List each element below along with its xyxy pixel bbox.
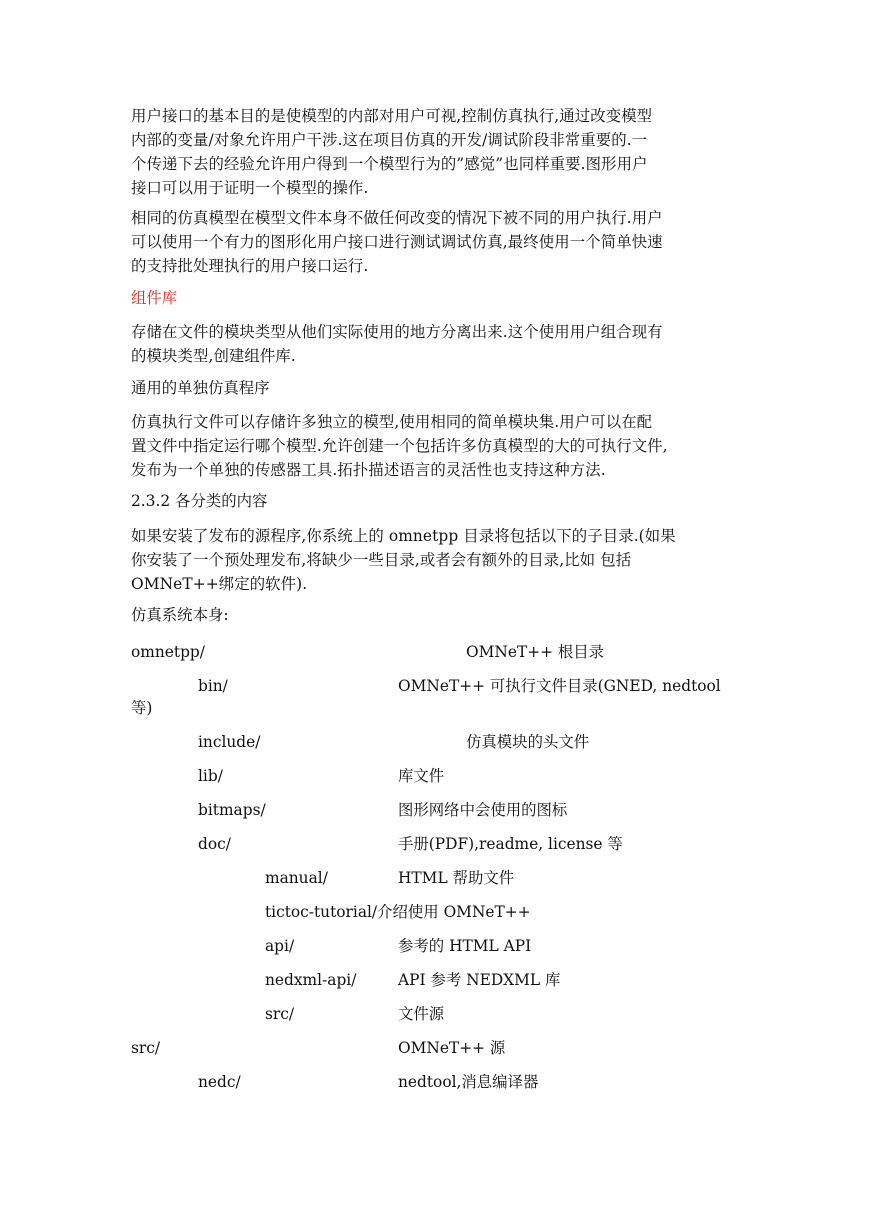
directory-name: include/ [198, 733, 261, 751]
text-line: 的模块类型,创建组件库. [131, 347, 296, 365]
text-line: 置文件中指定运行哪个模型.允许创建一个包括许多仿真模型的大的可执行文件, [131, 437, 668, 455]
directory-description: HTML 帮助文件 [398, 869, 515, 887]
directory-description: 介绍使用 OMNeT++ [377, 903, 531, 921]
paragraph-standalone-simulation [131, 410, 743, 482]
directory-name: lib/ [198, 767, 223, 785]
directory-description: nedtool,消息编译器 [398, 1073, 539, 1091]
directory-name: nedc/ [198, 1073, 241, 1091]
heading-component-library: 组件库 [131, 289, 178, 307]
directory-row [0, 832, 869, 856]
directory-name: manual/ [265, 869, 328, 887]
text-line: 内部的变量/对象允许用户干涉.这在项目仿真的开发/调试阶段非常重要的.一 [131, 131, 648, 149]
directory-name: src/ [131, 1039, 161, 1057]
directory-description: 图形网络中会使用的图标 [398, 801, 568, 819]
directory-name: omnetpp/ [131, 643, 205, 661]
directory-description-wrap: 等) [131, 699, 153, 717]
directory-description: API 参考 NEDXML 库 [398, 971, 561, 989]
directory-row [0, 640, 869, 664]
text-line: 你安装了一个预处理发布,将缺少一些目录,或者会有额外的目录,比如 包括 [131, 551, 632, 569]
directory-description: OMNeT++ 根目录 [466, 643, 605, 661]
directory-row [0, 1002, 869, 1026]
paragraph-component-library [131, 320, 743, 368]
directory-row [0, 1070, 869, 1094]
directory-row [0, 866, 869, 890]
paragraph-user-interface-purpose [131, 104, 743, 200]
directory-row [0, 764, 869, 788]
directory-description: 库文件 [398, 767, 445, 785]
text-line: 发布为一个单独的传感器工具.拓扑描述语言的灵活性也支持这种方法. [131, 461, 606, 479]
text-line: 相同的仿真模型在模型文件本身不做任何改变的情况下被不同的用户执行.用户 [131, 209, 663, 227]
text-line: OMNeT++绑定的软件). [131, 575, 308, 593]
directory-description: OMNeT++ 可执行文件目录(GNED, nedtool [398, 677, 721, 695]
directory-name: src/ [265, 1005, 295, 1023]
directory-row [0, 798, 869, 822]
text-line: 的支持批处理执行的用户接口运行. [131, 257, 369, 275]
text-line: 仿真执行文件可以存储许多独立的模型,使用相同的简单模块集.用户可以在配 [131, 413, 653, 431]
directory-description: 文件源 [398, 1005, 445, 1023]
text-line: 接口可以用于证明一个模型的操作. [131, 179, 369, 197]
directory-row [0, 900, 869, 924]
text-line: 用户接口的基本目的是使模型的内部对用户可视,控制仿真执行,通过改变模型 [131, 107, 653, 125]
directory-row [0, 674, 869, 698]
heading-section-2-3-2: 2.3.2 各分类的内容 [131, 492, 268, 510]
directory-name: doc/ [198, 835, 231, 853]
directory-name: bitmaps/ [198, 801, 266, 819]
directory-name: tictoc-tutorial/ [265, 903, 378, 921]
directory-row [0, 1036, 869, 1060]
text-line: 个传递下去的经验允许用户得到一个模型行为的”感觉”也同样重要.图形用户 [131, 155, 648, 173]
text-line: 如果安装了发布的源程序,你系统上的 omnetpp 目录将包括以下的子目录.(如果 [131, 527, 676, 545]
text-line: 可以使用一个有力的图形化用户接口进行测试调试仿真,最终使用一个简单快速 [131, 233, 663, 251]
text-line: 存储在文件的模块类型从他们实际使用的地方分离出来.这个使用用户组合现有 [131, 323, 663, 341]
directory-name: api/ [265, 937, 295, 955]
directory-name: nedxml-api/ [265, 971, 357, 989]
directory-description: 手册(PDF),readme, license 等 [398, 835, 623, 853]
directory-row [0, 968, 869, 992]
directory-description: 仿真模块的头文件 [466, 733, 590, 751]
directory-name: bin/ [198, 677, 228, 695]
heading-simulation-system: 仿真系统本身: [131, 606, 229, 624]
heading-standalone-simulation: 通用的单独仿真程序 [131, 379, 270, 397]
directory-row [0, 730, 869, 754]
directory-row [0, 934, 869, 958]
paragraph-same-model-different-ui [131, 206, 743, 278]
directory-description: 参考的 HTML API [398, 937, 532, 955]
paragraph-directory-intro [131, 524, 743, 596]
directory-description: OMNeT++ 源 [398, 1039, 506, 1057]
